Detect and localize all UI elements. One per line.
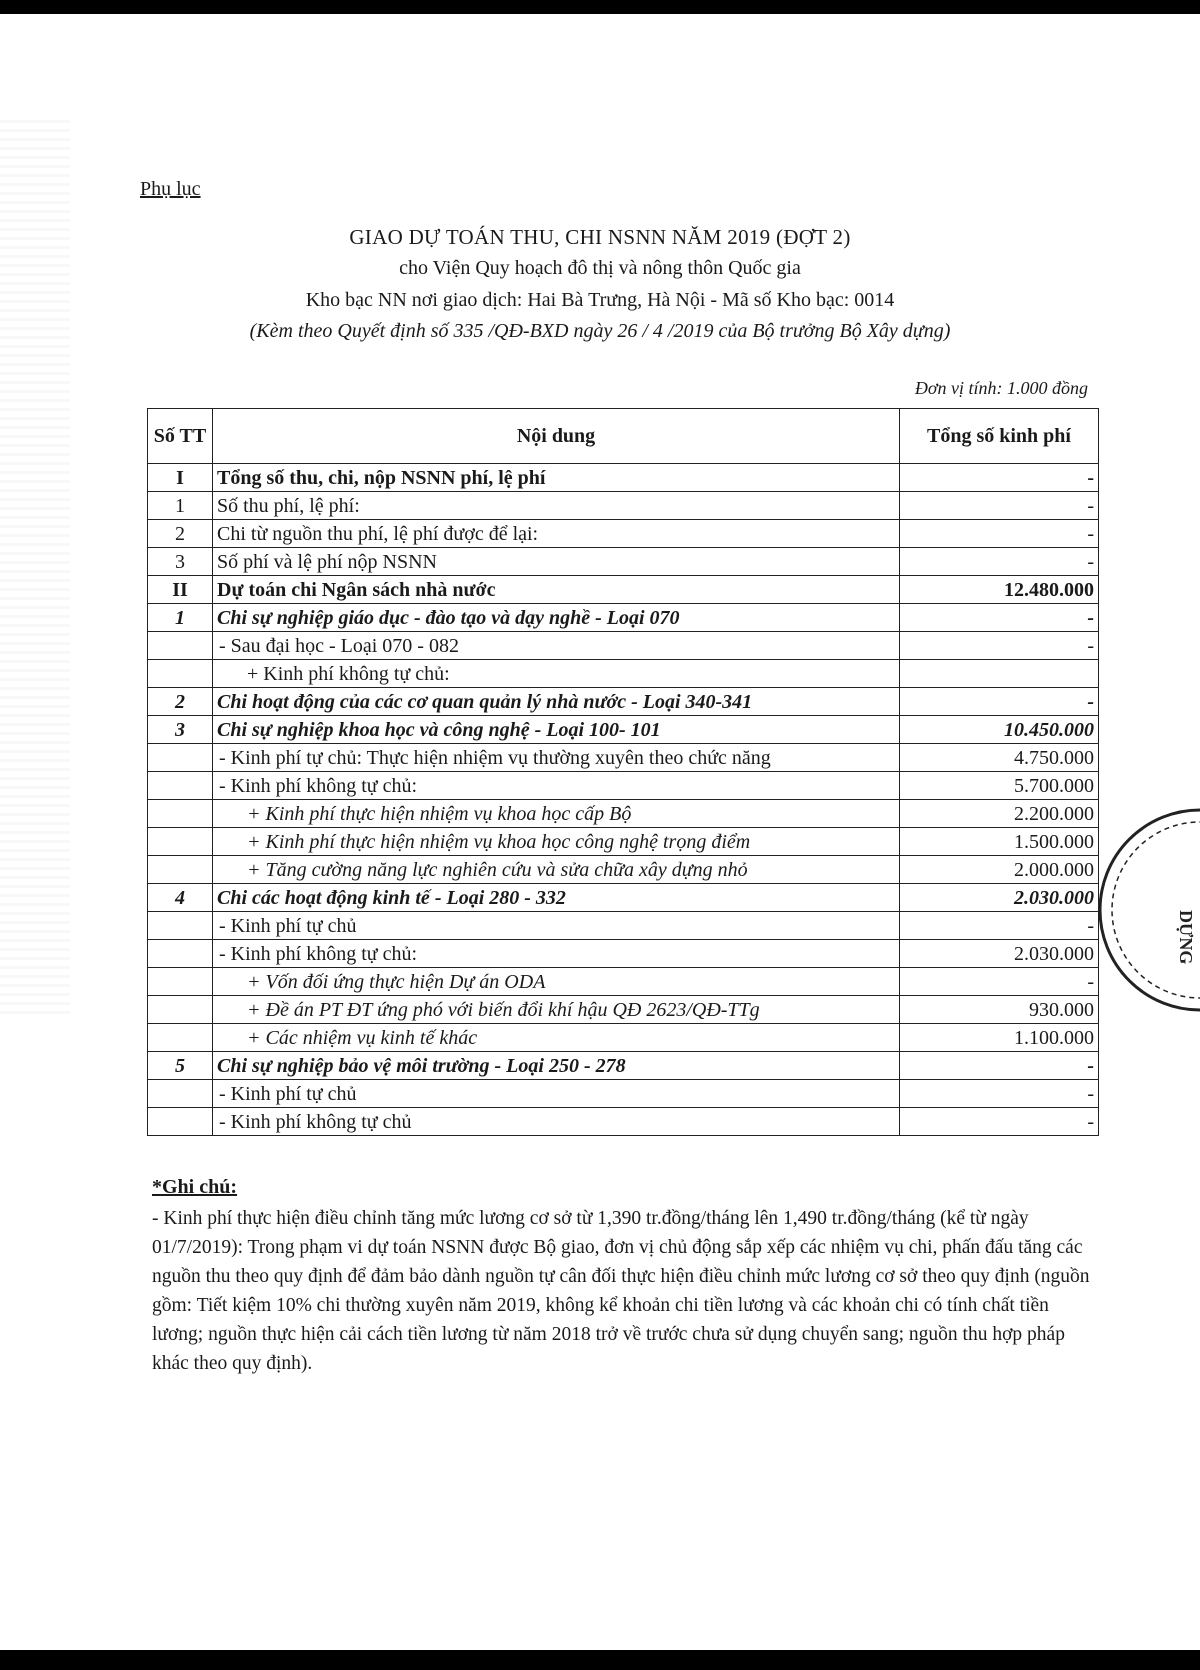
row-amount: - bbox=[900, 464, 1099, 492]
row-amount: 1.500.000 bbox=[900, 828, 1099, 856]
row-content: Số phí và lệ phí nộp NSNN bbox=[213, 548, 900, 576]
row-content: Chi hoạt động của các cơ quan quản lý nhà nước - Loại 340-341 bbox=[213, 688, 900, 716]
row-content: Chi sự nghiệp khoa học và công nghệ - Loại 100- 101 bbox=[213, 716, 900, 744]
row-content: - Sau đại học - Loại 070 - 082 bbox=[213, 632, 900, 660]
row-amount: - bbox=[900, 1052, 1099, 1080]
row-number: 1 bbox=[148, 492, 213, 520]
bottom-black-border bbox=[0, 1650, 1200, 1670]
row-amount: 2.030.000 bbox=[900, 940, 1099, 968]
row-amount: 5.700.000 bbox=[900, 772, 1099, 800]
row-number bbox=[148, 744, 213, 772]
table-row bbox=[148, 604, 1099, 632]
row-content: + Kinh phí thực hiện nhiệm vụ khoa học cấp Bộ bbox=[213, 800, 900, 828]
row-amount: - bbox=[900, 968, 1099, 996]
row-number: I bbox=[148, 464, 213, 492]
row-amount: - bbox=[900, 548, 1099, 576]
row-content: + Đề án PT ĐT ứng phó với biến đổi khí hậu QĐ 2623/QĐ-TTg bbox=[213, 996, 900, 1024]
table-row bbox=[148, 464, 1099, 492]
table-row bbox=[148, 968, 1099, 996]
row-content: Tổng số thu, chi, nộp NSNN phí, lệ phí bbox=[213, 464, 900, 492]
row-number bbox=[148, 1024, 213, 1052]
row-number bbox=[148, 1080, 213, 1108]
appendix-label: Phụ lục bbox=[140, 178, 201, 200]
table-row bbox=[148, 800, 1099, 828]
row-number: 2 bbox=[148, 688, 213, 716]
decision-reference: (Kèm theo Quyết định số 335 /QĐ-BXD ngày 26 / 4 /2019 của Bộ trưởng Bộ Xây dựng) bbox=[249, 320, 951, 342]
row-content: - Kinh phí tự chủ: Thực hiện nhiệm vụ thường xuyên theo chức năng bbox=[213, 744, 900, 772]
unit-label: Đơn vị tính: 1.000 đồng bbox=[914, 378, 1088, 398]
scan-noise bbox=[0, 120, 70, 1020]
table-row bbox=[148, 744, 1099, 772]
top-black-border bbox=[0, 0, 1200, 14]
table-row bbox=[148, 912, 1099, 940]
row-number bbox=[148, 940, 213, 968]
row-content: - Kinh phí tự chủ bbox=[213, 1080, 900, 1108]
row-amount: 12.480.000 bbox=[900, 576, 1099, 604]
row-amount: - bbox=[900, 1080, 1099, 1108]
row-number bbox=[148, 772, 213, 800]
row-amount: 2.200.000 bbox=[900, 800, 1099, 828]
row-content: Chi sự nghiệp giáo dục - đào tạo và dạy nghề - Loại 070 bbox=[213, 604, 900, 632]
table-row bbox=[148, 632, 1099, 660]
row-content: Chi các hoạt động kinh tế - Loại 280 - 332 bbox=[213, 884, 900, 912]
row-amount: - bbox=[900, 632, 1099, 660]
table-row bbox=[148, 1080, 1099, 1108]
row-number: 3 bbox=[148, 716, 213, 744]
row-amount: - bbox=[900, 520, 1099, 548]
table-row bbox=[148, 716, 1099, 744]
row-number bbox=[148, 800, 213, 828]
document-subtitle: cho Viện Quy hoạch đô thị và nông thôn Quốc gia bbox=[399, 257, 801, 279]
table-row bbox=[148, 492, 1099, 520]
row-content: - Kinh phí tự chủ bbox=[213, 912, 900, 940]
table-row bbox=[148, 1024, 1099, 1052]
table-row bbox=[148, 1108, 1099, 1136]
row-amount: - bbox=[900, 688, 1099, 716]
table-body bbox=[148, 464, 1099, 1136]
row-number bbox=[148, 828, 213, 856]
row-number: 5 bbox=[148, 1052, 213, 1080]
row-amount: - bbox=[900, 604, 1099, 632]
row-content: Dự toán chi Ngân sách nhà nước bbox=[213, 576, 900, 604]
table-row bbox=[148, 548, 1099, 576]
row-amount: 4.750.000 bbox=[900, 744, 1099, 772]
row-content: Chi từ nguồn thu phí, lệ phí được để lại: bbox=[213, 520, 900, 548]
row-amount: 2.000.000 bbox=[900, 856, 1099, 884]
row-number bbox=[148, 996, 213, 1024]
row-amount: 10.450.000 bbox=[900, 716, 1099, 744]
row-number bbox=[148, 968, 213, 996]
row-content: + Kinh phí thực hiện nhiệm vụ khoa học công nghệ trọng điểm bbox=[213, 828, 900, 856]
row-amount bbox=[900, 660, 1099, 688]
table-row bbox=[148, 520, 1099, 548]
row-amount: - bbox=[900, 492, 1099, 520]
table-row bbox=[148, 660, 1099, 688]
row-content: + Các nhiệm vụ kinh tế khác bbox=[213, 1024, 900, 1052]
table-row bbox=[148, 772, 1099, 800]
row-number: 3 bbox=[148, 548, 213, 576]
row-content: + Kinh phí không tự chủ: bbox=[213, 660, 900, 688]
table-row bbox=[148, 996, 1099, 1024]
row-content: - Kinh phí không tự chủ: bbox=[213, 940, 900, 968]
row-content: Chi sự nghiệp bảo vệ môi trường - Loại 250 - 278 bbox=[213, 1052, 900, 1080]
table-row bbox=[148, 884, 1099, 912]
row-amount: 2.030.000 bbox=[900, 884, 1099, 912]
notes-title: *Ghi chú: bbox=[152, 1176, 238, 1198]
table-header-row bbox=[148, 409, 1099, 464]
table-row bbox=[148, 1052, 1099, 1080]
table-row bbox=[148, 688, 1099, 716]
row-content: Số thu phí, lệ phí: bbox=[213, 492, 900, 520]
row-number: 4 bbox=[148, 884, 213, 912]
row-number: 2 bbox=[148, 520, 213, 548]
row-number: II bbox=[148, 576, 213, 604]
document-title: GIAO DỰ TOÁN THU, CHI NSNN NĂM 2019 (ĐỢT 2) bbox=[349, 225, 851, 249]
row-content: - Kinh phí không tự chủ: bbox=[213, 772, 900, 800]
row-number bbox=[148, 632, 213, 660]
table-row bbox=[148, 828, 1099, 856]
header-amount: Tổng số kinh phí bbox=[900, 409, 1099, 464]
row-number: 1 bbox=[148, 604, 213, 632]
budget-table bbox=[147, 408, 1099, 1136]
table-row bbox=[148, 940, 1099, 968]
table-row bbox=[148, 576, 1099, 604]
header-no: Số TT bbox=[148, 409, 213, 464]
row-amount: - bbox=[900, 1108, 1099, 1136]
row-number bbox=[148, 856, 213, 884]
row-amount: 930.000 bbox=[900, 996, 1099, 1024]
row-content: + Vốn đối ứng thực hiện Dự án ODA bbox=[213, 968, 900, 996]
seal-text: DỰNG bbox=[1176, 910, 1196, 965]
row-content: + Tăng cường năng lực nghiên cứu và sửa chữa xây dựng nhỏ bbox=[213, 856, 900, 884]
row-number bbox=[148, 912, 213, 940]
header-content: Nội dung bbox=[213, 409, 900, 464]
notes-body: - Kinh phí thực hiện điều chỉnh tăng mức lương cơ sở từ 1,390 tr.đồng/tháng lên 1,490 tr.đồng/tháng (kể từ ngày 01/7/2019): Trong phạm vi dự toán NSNN được Bộ giao, đơn vị chủ động sắp xếp các nhiệm vụ chi, phấn đấu tăng các nguồn thu theo quy định để đảm bảo dành nguồn tự cân đối thực hiện điều chỉnh mức lương cơ sở theo quy định (nguồn gồm: Tiết kiệm 10% chi thường xuyên năm 2019, không kể khoản chi tiền lương và các khoản chi có tính chất tiền lương; nguồn thực hiện cải cách tiền lương từ năm 2018 trở về trước chưa sử dụng chuyển sang; nguồn thu hợp pháp khác theo quy định). bbox=[152, 1208, 1090, 1374]
row-number bbox=[148, 660, 213, 688]
table-row bbox=[148, 856, 1099, 884]
row-amount: 1.100.000 bbox=[900, 1024, 1099, 1052]
red-seal-stamp bbox=[1090, 805, 1200, 1015]
row-number bbox=[148, 1108, 213, 1136]
row-content: - Kinh phí không tự chủ bbox=[213, 1108, 900, 1136]
treasury-line: Kho bạc NN nơi giao dịch: Hai Bà Trưng, Hà Nội - Mã số Kho bạc: 0014 bbox=[305, 289, 895, 311]
row-amount: - bbox=[900, 912, 1099, 940]
